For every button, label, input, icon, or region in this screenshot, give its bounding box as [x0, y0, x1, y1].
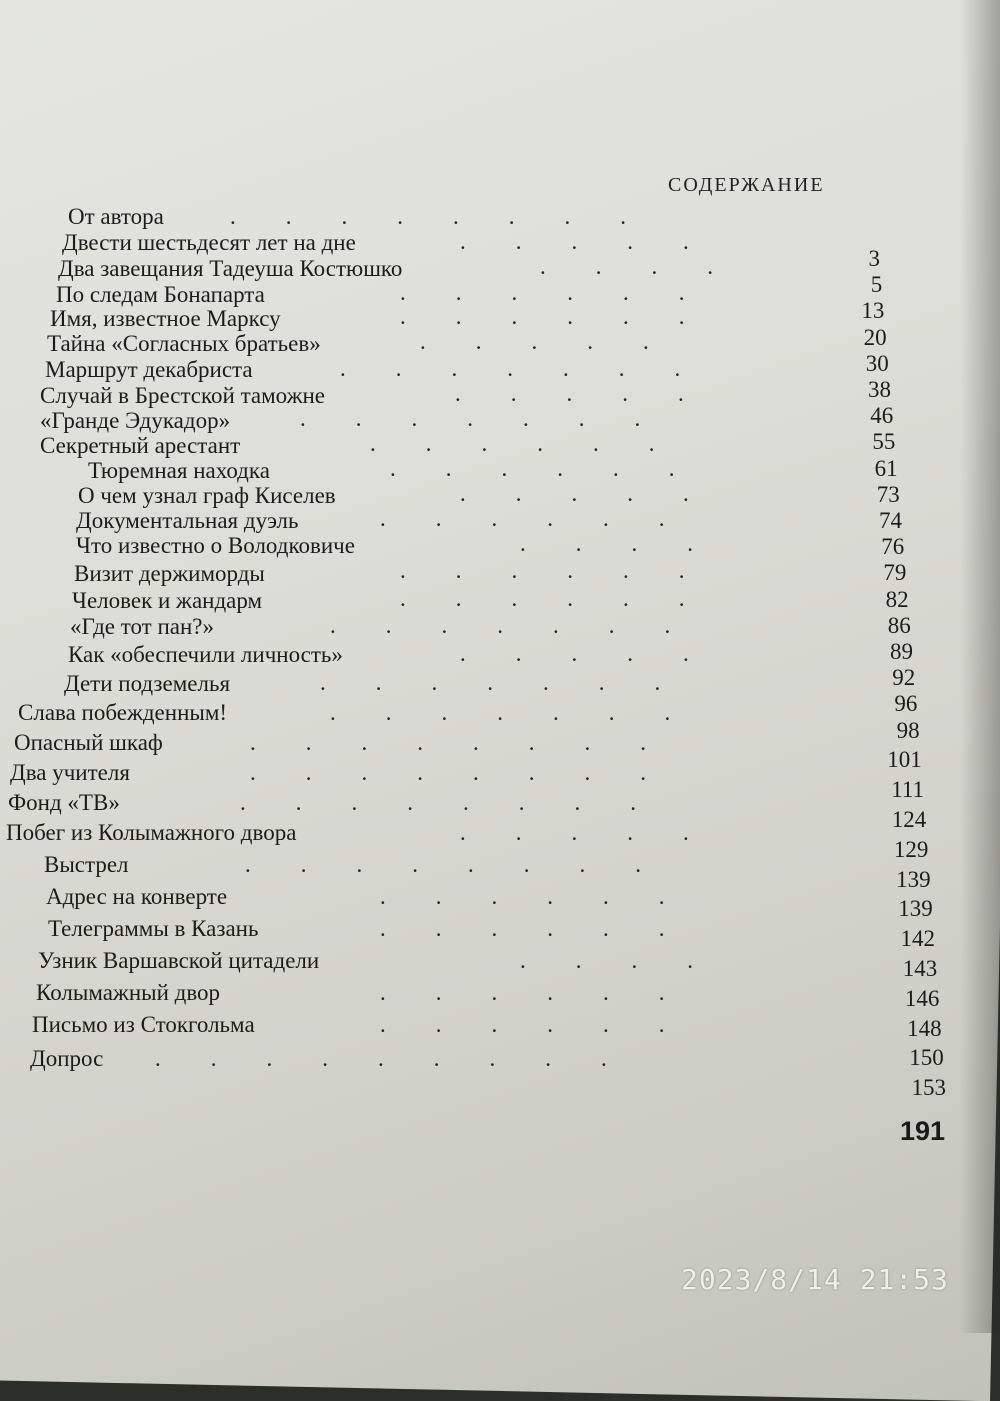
table-of-contents: От автора Двести шестьдесят лет на дне Два завещания Тадеуша Костюшко По следам Бонапарта Имя, известное Марксу Тайна «Согласных братьев» Маршрут декабриста Случай в Брестской таможне «Гранде Эдукадор» Секретный арестант Тюремная находка О чем узнал граф Киселев Документальная дуэль Что известно о Володковиче Визит держиморды Человек и жандарм «Где тот пан?» Как «обеспечили личность» Дети подземелья Слава побежденным! Опасный шкаф Два учителя Фонд «ТВ» Побег из Колымажного двора Выстрел Адрес на конверте Телеграммы в Казань Узник Варшавской цитадели Колымажный двор Письмо из Стокгольма Допрос 3 5 13 20 30 38 46 55 61 73 74 76 79 82 86 89 92 96 98 101 111 124 129 139 139 142 143 146 148 150 153 ........ ..... .... ...... ...... ..... ....... ..... ....... ...... ...... ..... ...... .... ...... ...... ....... ..... ....... ....... ........ ........ ........ ..... ........ ...... ...... .... ...... ...... .........	[6, 204, 946, 1101]
toc-title-text: О чем узнал граф Киселев	[78, 483, 336, 508]
toc-title-text: Два учителя	[10, 760, 130, 785]
toc-title-text: «Гранде Эдукадор»	[40, 408, 231, 433]
toc-title-text: Колымажный двор	[36, 980, 221, 1005]
toc-title-text: «Где тот пан?»	[70, 614, 215, 639]
toc-title-text: Что известно о Володковиче	[76, 533, 355, 558]
toc-title-text: Визит держиморды	[74, 561, 265, 586]
toc-title-text: Выстрел	[44, 852, 129, 877]
toc-title-text: Секретный арестант	[40, 433, 241, 458]
toc-title-text: Дети подземелья	[64, 671, 231, 696]
toc-title-text: Случай в Брестской таможне	[40, 383, 325, 408]
toc-title-text: Тюремная находка	[88, 458, 270, 483]
toc-title-text: Имя, известное Марксу	[50, 306, 281, 331]
toc-title-text: Узник Варшавской цитадели	[38, 948, 320, 973]
toc-title-text: Маршрут декабриста	[45, 357, 253, 382]
toc-title-text: Слава побежденным!	[18, 700, 228, 725]
toc-title-text: Адрес на конверте	[46, 884, 228, 909]
toc-title-text: Фонд «ТВ»	[8, 790, 120, 815]
toc-title-text: Допрос	[30, 1046, 104, 1071]
toc-title-text: Опасный шкаф	[14, 730, 163, 755]
page-number: 191	[900, 1116, 946, 1146]
toc-title-text: От автора	[68, 204, 164, 229]
toc-title-text: Как «обеспечили личность»	[68, 642, 343, 667]
toc-title-text: Телеграммы в Казань	[48, 916, 259, 941]
toc-title-text: Человек и жандарм	[72, 588, 263, 613]
toc-title-text: Документальная дуэль	[76, 508, 299, 533]
toc-title-text: Два завещания Тадеуша Костюшко	[58, 256, 403, 281]
toc-title-text: Тайна «Согласных братьев»	[47, 331, 321, 356]
toc-title-text: Двести шестьдесят лет на дне	[62, 230, 356, 255]
photo-timestamp: 2023/8/14 21:53	[681, 1263, 949, 1296]
toc-title-text: Письмо из Стокгольма	[32, 1012, 255, 1037]
toc-title-text: Побег из Колымажного двора	[6, 820, 297, 845]
contents-heading: СОДЕРЖАНИЕ	[668, 174, 825, 196]
toc-title-text: По следам Бонапарта	[56, 282, 265, 307]
